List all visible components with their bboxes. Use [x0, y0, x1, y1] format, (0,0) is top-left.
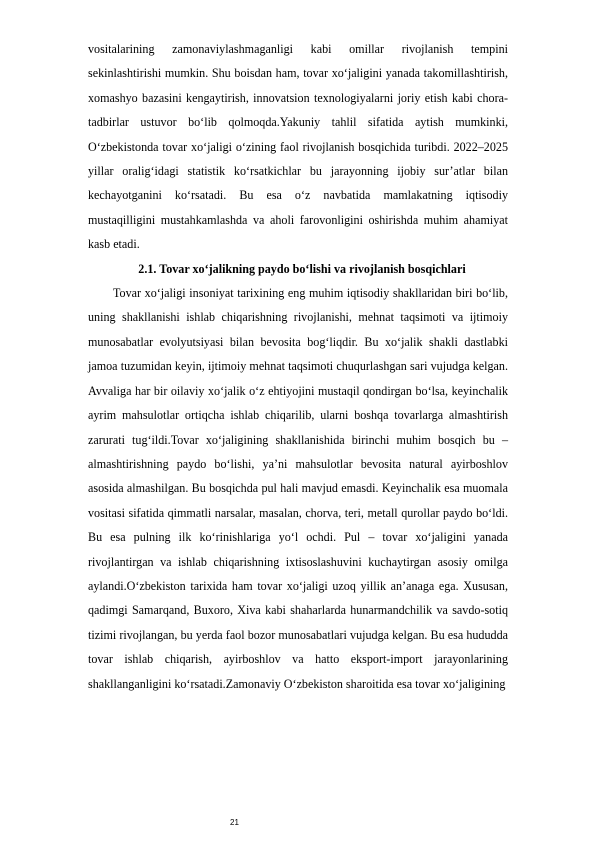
section-heading: 2.1. Tovar xo‘jalikning paydo bo‘lishi va rivojlanish bosqichlari	[138, 261, 466, 276]
document-page	[88, 37, 508, 696]
body-paragraph: Tovar xo‘jaligi insoniyat tarixining eng muhim iqtisodiy shakllaridan biri bo‘lib, uning shakllanishi ishlab chiqarishning rivojlanishi, mehnat taqsimoti va ijtimoiy munosabatlar evolyutsiyasi bilan bevosita bog‘liqdir. Bu xo‘jalik shakli dastlabki jamoa tuzumidan keyin, ijtimoiy mehnat taqsimoti chuqurlashgan sari vujudga kelgan. Avvaliga har bir oilaviy xo‘jalik o‘z ehtiyojini mustaqil qondirgan bo‘lsa, keyinchalik ayrim mahsulotlar ortiqcha ishlab chiqarilib, ularni boshqa tovarlarga almashtirish zarurati tug‘ildi.Tovar xo‘jaligining shakllanishida birinchi muhim bosqich bu – almashtirishning paydo bo‘lishi, ya’ni mahsulotlar bevosita natural ayirboshlov asosida almashilgan. Bu bosqichda pul hali mavjud emasdi. Keyinchalik esa muomala vositasi sifatida qimmatli narsalar, masalan, chorva, teri, metall qurollar paydo bo‘ldi. Bu esa pulning ilk ko‘rinishlariga yo‘l ochdi. Pul – tovar xo‘jaligini yanada rivojlantirgan va ishlab chiqarishning ixtisoslashuvini kuchaytirgan asosiy omilga aylandi.O‘zbekiston tarixida ham tovar xo‘jaligi uzoq yillik an’anaga ega. Xususan, qadimgi Samarqand, Buxoro, Xiva kabi shaharlarda hunarmandchilik va savdo-sotiq tizimi rivojlangan, bu yerda faol bozor munosabatlari vujudga kelgan. Bu esa hududda tovar ishlab chiqarish, ayirboshlov va hatto eksport-import jarayonlarining shakllanganligini ko‘rsatadi.Zamonaviy O‘zbekiston sharoitida esa tovar xo‘jaligining	[88, 286, 508, 691]
body-paragraph: vositalarining zamonaviylashmaganligi kabi omillar rivojlanish tempini sekinlashtirishi mumkin. Shu boisdan ham, tovar xo‘jaligini yanada takomillashtirish, xomashyo bazasini kengaytirish, innovatsion texnologiyalarni joriy etish kabi chora-tadbirlar ustuvor bo‘lib qolmoqda.Yakuniy tahlil sifatida aytish mumkinki, O‘zbekistonda tovar xo‘jaligi o‘zining faol rivojlanish bosqichida turibdi. 2022–2025 yillar oralig‘idagi statistik ko‘rsatkichlar bu jarayonning ijobiy sur’atlar bilan kechayotganini ko‘rsatadi. Bu esa o‘z navbatida mamlakatning iqtisodiy mustaqilligini mustahkamlashda va aholi farovonligini oshirishda muhim ahamiyat kasb etadi.	[88, 42, 508, 252]
page-number: 21	[230, 818, 239, 827]
